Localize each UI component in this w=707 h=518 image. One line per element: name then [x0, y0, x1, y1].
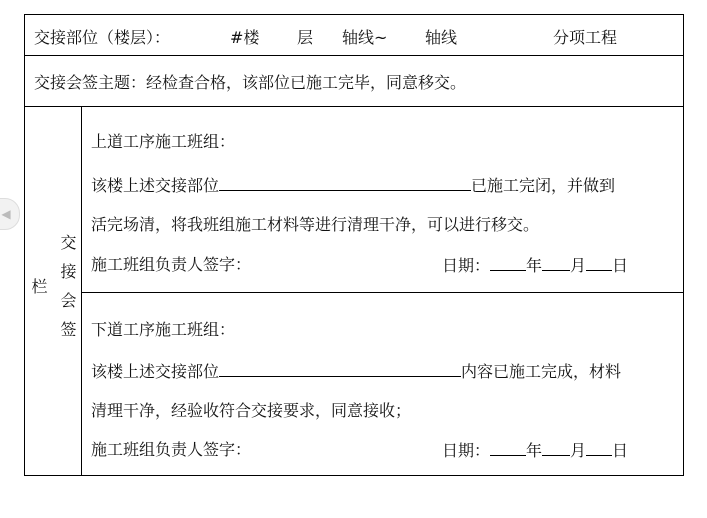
lower-month-label: 月 [570, 441, 587, 460]
upper-title: 上道工序施工班组： [91, 132, 236, 151]
axis-label-end: 轴线 [425, 28, 458, 47]
lower-location-blank[interactable] [219, 358, 461, 377]
side-label: 交接会签栏 [29, 234, 77, 350]
lower-title: 下道工序施工班组： [91, 320, 236, 339]
axis-label-start: 轴线~ [342, 28, 388, 47]
building-mark: #楼 [230, 28, 260, 47]
upper-line2: 活完场清，将我班组施工材料等进行清理干净，可以进行移交。 [91, 215, 540, 234]
upper-day-label: 日 [612, 256, 629, 275]
upper-line1 [91, 172, 615, 196]
location-row [25, 15, 683, 56]
subject-row [25, 55, 683, 107]
lower-line2: 清理干净，经验收符合交接要求，同意接收； [91, 401, 412, 420]
upper-line1-suffix: 已施工完闭，并做到 [471, 176, 616, 195]
upper-signature-label: 施工班组负责人签字： [91, 255, 252, 274]
lower-year-label: 年 [526, 441, 543, 460]
location-label: 交接部位（楼层）： [34, 28, 171, 47]
chevron-left-icon[interactable]: ◀ [0, 198, 20, 230]
upper-day-blank[interactable] [586, 252, 612, 271]
lower-day-label: 日 [612, 441, 629, 460]
lower-month-blank[interactable] [542, 437, 570, 456]
upper-date [442, 252, 628, 276]
upper-location-blank[interactable] [219, 172, 471, 191]
lower-line1-prefix: 该楼上述交接部位 [91, 362, 220, 381]
subject-text: 交接会签主题：经检查合格，该部位已施工完毕，同意移交。 [34, 73, 467, 92]
lower-signature-label: 施工班组负责人签字： [91, 440, 252, 459]
floor-label: 层 [297, 28, 314, 47]
subitem-label: 分项工程 [553, 28, 618, 47]
upper-date-label: 日期： [442, 256, 491, 275]
lower-year-blank[interactable] [490, 437, 526, 456]
upper-year-blank[interactable] [490, 252, 526, 271]
lower-date-label: 日期： [442, 441, 491, 460]
lower-date [442, 437, 628, 461]
handover-form [24, 14, 684, 476]
lower-day-blank[interactable] [586, 437, 612, 456]
upper-month-blank[interactable] [542, 252, 570, 271]
upper-line1-prefix: 该楼上述交接部位 [91, 176, 220, 195]
side-label-cell [25, 106, 82, 475]
upper-year-label: 年 [526, 256, 543, 275]
lower-team-section [82, 292, 683, 475]
upper-team-section [82, 106, 683, 293]
lower-line1-suffix: 内容已施工完成，材料 [461, 362, 622, 381]
upper-month-label: 月 [570, 256, 587, 275]
lower-line1 [91, 358, 621, 382]
